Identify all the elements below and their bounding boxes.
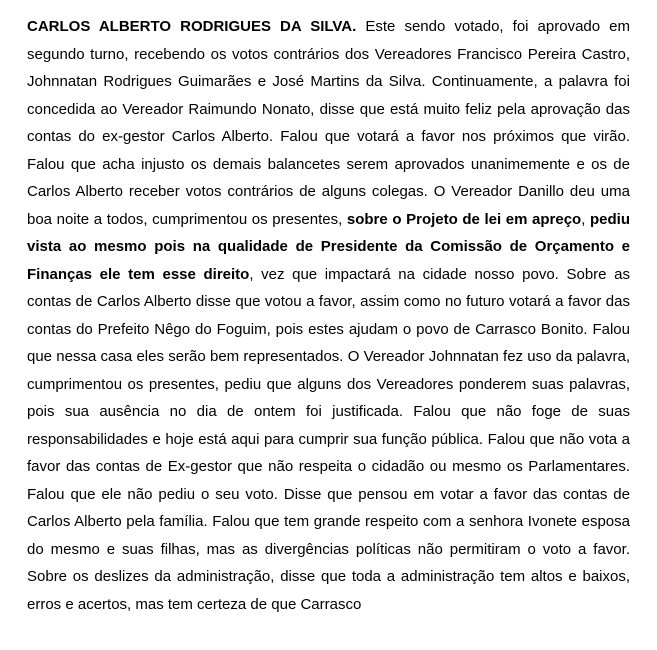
bold-text-run: CARLOS ALBERTO RODRIGUES DA SILVA. (27, 18, 357, 35)
text-run: , vez que impactará na cidade nosso povo. Sobre as contas de Carlos Alberto disse que votou a favor, assim como no futuro votará a favor das contas do Prefeito Nêgo do Foguim, pois estes ajudam o povo de Carrasco Bonito. Falou que nessa casa eles serão bem representados. O Vereador Johnnatan fez uso da palavra, cumprimentou os presentes, pediu que alguns dos Vereadores ponderem suas palavras, pois sua ausência no dia de ontem foi justificada. Falou que não foge de suas responsabilidades e hoje está aqui para cumprir sua função pública. Falou que não vota a favor das contas de Ex-gestor que não respeita o cidadão ou mesmo os Parlamentares. Falou que ele não pediu o seu voto. Disse que pensou em votar a favor das contas de Carlos Alberto pela família. Falou que tem grande respeito com a senhora Ivonete esposa do mesmo e suas filhas, mas as divergências políticas não permitiram o voto a favor. Sobre os deslizes da administração, disse que toda a administração tem altos e baixos, erros e acertos, mas tem certeza de que Carrasco (27, 265, 630, 613)
text-run: Este sendo votado, foi aprovado em segundo turno, recebendo os votos contrários dos Vereadores Francisco Pereira Castro, Johnnatan Rodrigues Guimarães e José Martins da Silva. Continuamente, a palavra foi concedida ao Vereador Raimundo Nonato, disse que está muito feliz pela aprovação das contas do ex-gestor Carlos Alberto. Falou que votará a favor nos próximos que virão. Falou que acha injusto os demais balancetes serem aprovados unanimemente e os de Carlos Alberto receber votos contrários de alguns colegas. O Vereador Danillo deu uma boa noite a todos, cumprimentou os presentes, (27, 18, 630, 228)
text-run: , (581, 210, 591, 228)
minutes-paragraph (27, 13, 630, 618)
bold-text-run: pediu vista ao mesmo pois na qualidade de Presidente da Comissão de Orçamento e Finanças ele tem esse direito (27, 210, 631, 283)
bold-text-run: sobre o Projeto de lei em apreço (346, 210, 582, 228)
